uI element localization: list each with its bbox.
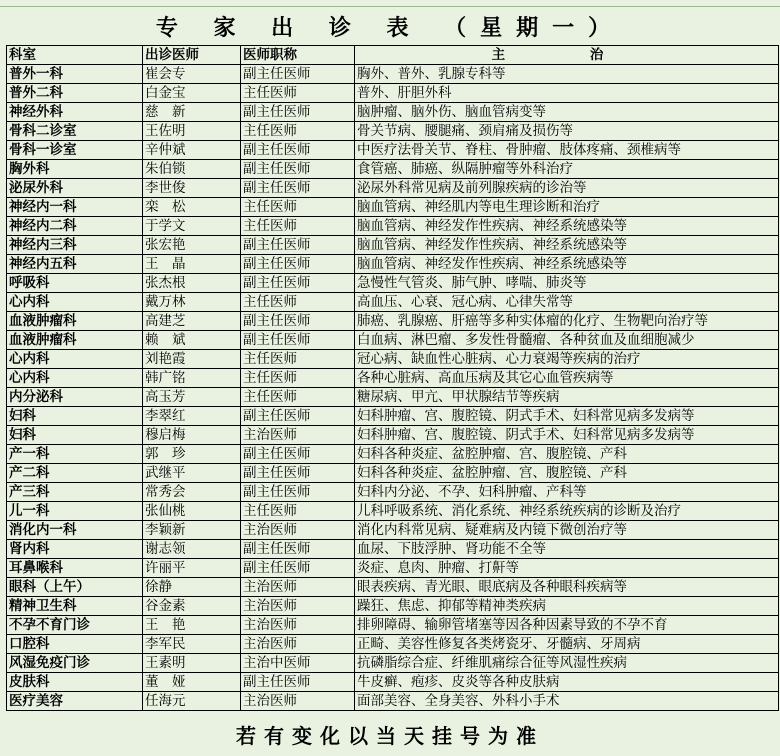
doctor-cell: 王素明 (143, 654, 241, 673)
dept-cell: 消化内一科 (7, 521, 143, 540)
doctor-cell: 崔会专 (143, 65, 241, 84)
specialty-cell: 泌尿外科常见病及前列腺疾病的诊治等 (355, 179, 779, 198)
rank-cell: 主治医师 (241, 692, 355, 711)
table-row (7, 654, 779, 673)
table-row (7, 331, 779, 350)
dept-cell: 神经内一科 (7, 198, 143, 217)
table-body (7, 65, 779, 711)
dept-cell: 内分泌科 (7, 388, 143, 407)
table-row (7, 559, 779, 578)
rank-cell: 副主任医师 (241, 103, 355, 122)
doctor-cell: 辛仲斌 (143, 141, 241, 160)
schedule-table (6, 45, 779, 711)
dept-cell: 呼吸科 (7, 274, 143, 293)
dept-cell: 医疗美容 (7, 692, 143, 711)
table-row (7, 103, 779, 122)
rank-cell: 副主任医师 (241, 407, 355, 426)
footer-note: 若有变化以当天挂号为准 (236, 723, 544, 748)
doctor-cell: 穆启梅 (143, 426, 241, 445)
rank-cell: 主治医师 (241, 597, 355, 616)
doctor-cell: 董 娅 (143, 673, 241, 692)
specialty-cell: 高血压、心衰、冠心病、心律失常等 (355, 293, 779, 312)
table-row (7, 350, 779, 369)
specialty-cell: 脑肿瘤、脑外伤、脑血管病变等 (355, 103, 779, 122)
dept-cell: 儿一科 (7, 502, 143, 521)
table-row (7, 673, 779, 692)
doctor-cell: 于学文 (143, 217, 241, 236)
rank-cell: 主治医师 (241, 426, 355, 445)
dept-cell: 妇科 (7, 407, 143, 426)
doctor-cell: 王 晶 (143, 255, 241, 274)
header-specialty: 主 治 (355, 46, 779, 65)
specialty-cell: 妇科各种炎症、盆腔肿瘤、宫、腹腔镜、产科 (355, 464, 779, 483)
rank-cell: 主任医师 (241, 502, 355, 521)
table-row (7, 293, 779, 312)
doctor-cell: 李世俊 (143, 179, 241, 198)
specialty-cell: 肺癌、乳腺癌、肝癌等多种实体瘤的化疗、生物靶向治疗等 (355, 312, 779, 331)
doctor-cell: 武继平 (143, 464, 241, 483)
table-row (7, 160, 779, 179)
dept-cell: 产二科 (7, 464, 143, 483)
rank-cell: 副主任医师 (241, 559, 355, 578)
dept-cell: 泌尿外科 (7, 179, 143, 198)
specialty-cell: 急慢性气管炎、肺气肿、哮喘、肺炎等 (355, 274, 779, 293)
table-row (7, 65, 779, 84)
specialty-cell: 面部美容、全身美容、外科小手术 (355, 692, 779, 711)
specialty-cell: 正畸、美容性修复各类烤瓷牙、牙髓病、牙周病 (355, 635, 779, 654)
specialty-cell: 抗磷脂综合症、纤维肌痛综合征等风湿性疾病 (355, 654, 779, 673)
doctor-cell: 高建芝 (143, 312, 241, 331)
doctor-cell: 朱伯锁 (143, 160, 241, 179)
doctor-cell: 戴万林 (143, 293, 241, 312)
doctor-cell: 栾 松 (143, 198, 241, 217)
dept-cell: 胸外科 (7, 160, 143, 179)
specialty-cell: 冠心病、缺血性心脏病、心力衰竭等疾病的治疗 (355, 350, 779, 369)
dept-cell: 骨科二诊室 (7, 122, 143, 141)
rank-cell: 主任医师 (241, 293, 355, 312)
table-row (7, 217, 779, 236)
dept-cell: 风湿免疫门诊 (7, 654, 143, 673)
table-row (7, 255, 779, 274)
dept-cell: 骨科一诊室 (7, 141, 143, 160)
doctor-cell: 任海元 (143, 692, 241, 711)
doctor-cell: 王 艳 (143, 616, 241, 635)
doctor-cell: 张仙桃 (143, 502, 241, 521)
table-row (7, 179, 779, 198)
specialty-cell: 食管癌、肺癌、纵隔肿瘤等外科治疗 (355, 160, 779, 179)
dept-cell: 产三科 (7, 483, 143, 502)
rank-cell: 主治医师 (241, 578, 355, 597)
specialty-cell: 脑血管病、神经发作性疾病、神经系统感染等 (355, 236, 779, 255)
dept-cell: 神经内二科 (7, 217, 143, 236)
table-row (7, 635, 779, 654)
rank-cell: 主治医师 (241, 635, 355, 654)
dept-cell: 不孕不育门诊 (7, 616, 143, 635)
specialty-cell: 中医疗法骨关节、脊柱、骨肿瘤、肢体疼痛、颈椎病等 (355, 141, 779, 160)
specialty-cell: 糖尿病、甲亢、甲状腺结节等疾病 (355, 388, 779, 407)
table-row (7, 521, 779, 540)
specialty-cell: 妇科肿瘤、宫、腹腔镜、阴式手术、妇科常见病多发病等 (355, 407, 779, 426)
dept-cell: 肾内科 (7, 540, 143, 559)
rank-cell: 主治医师 (241, 616, 355, 635)
table-row (7, 483, 779, 502)
table-row (7, 616, 779, 635)
doctor-cell: 李军民 (143, 635, 241, 654)
specialty-cell: 妇科各种炎症、盆腔肿瘤、宫、腹腔镜、产科 (355, 445, 779, 464)
specialty-cell: 儿科呼吸系统、消化系统、神经系统疾病的诊断及治疗 (355, 502, 779, 521)
rank-cell: 副主任医师 (241, 255, 355, 274)
table-row (7, 426, 779, 445)
table-row (7, 369, 779, 388)
dept-cell: 普外二科 (7, 84, 143, 103)
dept-cell: 眼科（上午） (7, 578, 143, 597)
specialty-cell: 妇科内分泌、不孕、妇科肿瘤、产科等 (355, 483, 779, 502)
table-row (7, 445, 779, 464)
specialty-cell: 妇科肿瘤、宫、腹腔镜、阴式手术、妇科常见病多发病等 (355, 426, 779, 445)
rank-cell: 副主任医师 (241, 673, 355, 692)
table-row (7, 198, 779, 217)
dept-cell: 产一科 (7, 445, 143, 464)
dept-cell: 神经内三科 (7, 236, 143, 255)
doctor-cell: 常秀会 (143, 483, 241, 502)
specialty-cell: 炎症、息肉、肿瘤、打鼾等 (355, 559, 779, 578)
doctor-cell: 高玉芳 (143, 388, 241, 407)
specialty-cell: 骨关节病、腰腿痛、颈肩痛及损伤等 (355, 122, 779, 141)
specialty-cell: 胸外、普外、乳腺专科等 (355, 65, 779, 84)
dept-cell: 神经外科 (7, 103, 143, 122)
doctor-cell: 韩广铭 (143, 369, 241, 388)
specialty-cell: 脑血管病、神经肌内等电生理诊断和治疗 (355, 198, 779, 217)
rank-cell: 副主任医师 (241, 274, 355, 293)
dept-cell: 心内科 (7, 369, 143, 388)
table-row (7, 236, 779, 255)
doctor-cell: 徐静 (143, 578, 241, 597)
table-row (7, 692, 779, 711)
table-row (7, 597, 779, 616)
table-row (7, 312, 779, 331)
page-title: 专 家 出 诊 表 （星期一） (155, 14, 625, 41)
specialty-cell: 牛皮癣、疱疹、皮炎等各种皮肤病 (355, 673, 779, 692)
rank-cell: 副主任医师 (241, 141, 355, 160)
dept-cell: 普外一科 (7, 65, 143, 84)
dept-cell: 神经内五科 (7, 255, 143, 274)
doctor-cell: 慈 新 (143, 103, 241, 122)
table-row (7, 502, 779, 521)
rank-cell: 主治医师 (241, 521, 355, 540)
table-row (7, 578, 779, 597)
doctor-cell: 谷金素 (143, 597, 241, 616)
specialty-cell: 脑血管病、神经发作性疾病、神经系统感染等 (355, 217, 779, 236)
header-rank: 医师职称 (241, 46, 355, 65)
dept-cell: 血液肿瘤科 (7, 331, 143, 350)
specialty-cell: 躁狂、焦虑、抑郁等精神类疾病 (355, 597, 779, 616)
header-row (7, 46, 779, 65)
specialty-cell: 眼表疾病、青光眼、眼底病及各种眼科疾病等 (355, 578, 779, 597)
table-row (7, 540, 779, 559)
rank-cell: 主任医师 (241, 84, 355, 103)
dept-cell: 皮肤科 (7, 673, 143, 692)
rank-cell: 主治中医师 (241, 654, 355, 673)
rank-cell: 副主任医师 (241, 483, 355, 502)
table-row (7, 122, 779, 141)
rank-cell: 主任医师 (241, 122, 355, 141)
doctor-cell: 张宏艳 (143, 236, 241, 255)
doctor-cell: 白金宝 (143, 84, 241, 103)
dept-cell: 心内科 (7, 293, 143, 312)
dept-cell: 妇科 (7, 426, 143, 445)
doctor-cell: 张杰根 (143, 274, 241, 293)
rank-cell: 副主任医师 (241, 540, 355, 559)
table-row (7, 141, 779, 160)
rank-cell: 主任医师 (241, 217, 355, 236)
rank-cell: 主任医师 (241, 388, 355, 407)
specialty-cell: 各种心脏病、高血压病及其它心血管疾病等 (355, 369, 779, 388)
rank-cell: 副主任医师 (241, 236, 355, 255)
specialty-cell: 白血病、淋巴瘤、多发性骨髓瘤、各种贫血及血细胞减少 (355, 331, 779, 350)
table-row (7, 84, 779, 103)
dept-cell: 血液肿瘤科 (7, 312, 143, 331)
dept-cell: 心内科 (7, 350, 143, 369)
table-row (7, 274, 779, 293)
dept-cell: 耳鼻喉科 (7, 559, 143, 578)
specialty-cell: 消化内科常见病、疑难病及内镜下微创治疗等 (355, 521, 779, 540)
dept-cell: 精神卫生科 (7, 597, 143, 616)
specialty-cell: 血尿、下肢浮肿、肾功能不全等 (355, 540, 779, 559)
rank-cell: 主任医师 (241, 350, 355, 369)
specialty-cell: 普外、肝胆外科 (355, 84, 779, 103)
doctor-cell: 李颖新 (143, 521, 241, 540)
rank-cell: 副主任医师 (241, 179, 355, 198)
doctor-cell: 赖 斌 (143, 331, 241, 350)
doctor-cell: 王佐明 (143, 122, 241, 141)
rank-cell: 副主任医师 (241, 464, 355, 483)
rank-cell: 副主任医师 (241, 65, 355, 84)
doctor-cell: 刘艳霞 (143, 350, 241, 369)
rank-cell: 副主任医师 (241, 160, 355, 179)
header-dept: 科室 (7, 46, 143, 65)
doctor-cell: 谢志领 (143, 540, 241, 559)
rank-cell: 副主任医师 (241, 445, 355, 464)
doctor-cell: 郭 珍 (143, 445, 241, 464)
table-row (7, 464, 779, 483)
table-row (7, 407, 779, 426)
rank-cell: 副主任医师 (241, 312, 355, 331)
rank-cell: 主任医师 (241, 198, 355, 217)
header-doctor: 出诊医师 (143, 46, 241, 65)
specialty-cell: 脑血管病、神经发作性疾病、神经系统感染等 (355, 255, 779, 274)
top-cell-strip (0, 0, 780, 7)
dept-cell: 口腔科 (7, 635, 143, 654)
doctor-cell: 许丽平 (143, 559, 241, 578)
doctor-cell: 李翠红 (143, 407, 241, 426)
rank-cell: 主任医师 (241, 369, 355, 388)
specialty-cell: 排卵障碍、输卵管堵塞等因各种因素导致的不孕不育 (355, 616, 779, 635)
table-row (7, 388, 779, 407)
rank-cell: 副主任医师 (241, 331, 355, 350)
